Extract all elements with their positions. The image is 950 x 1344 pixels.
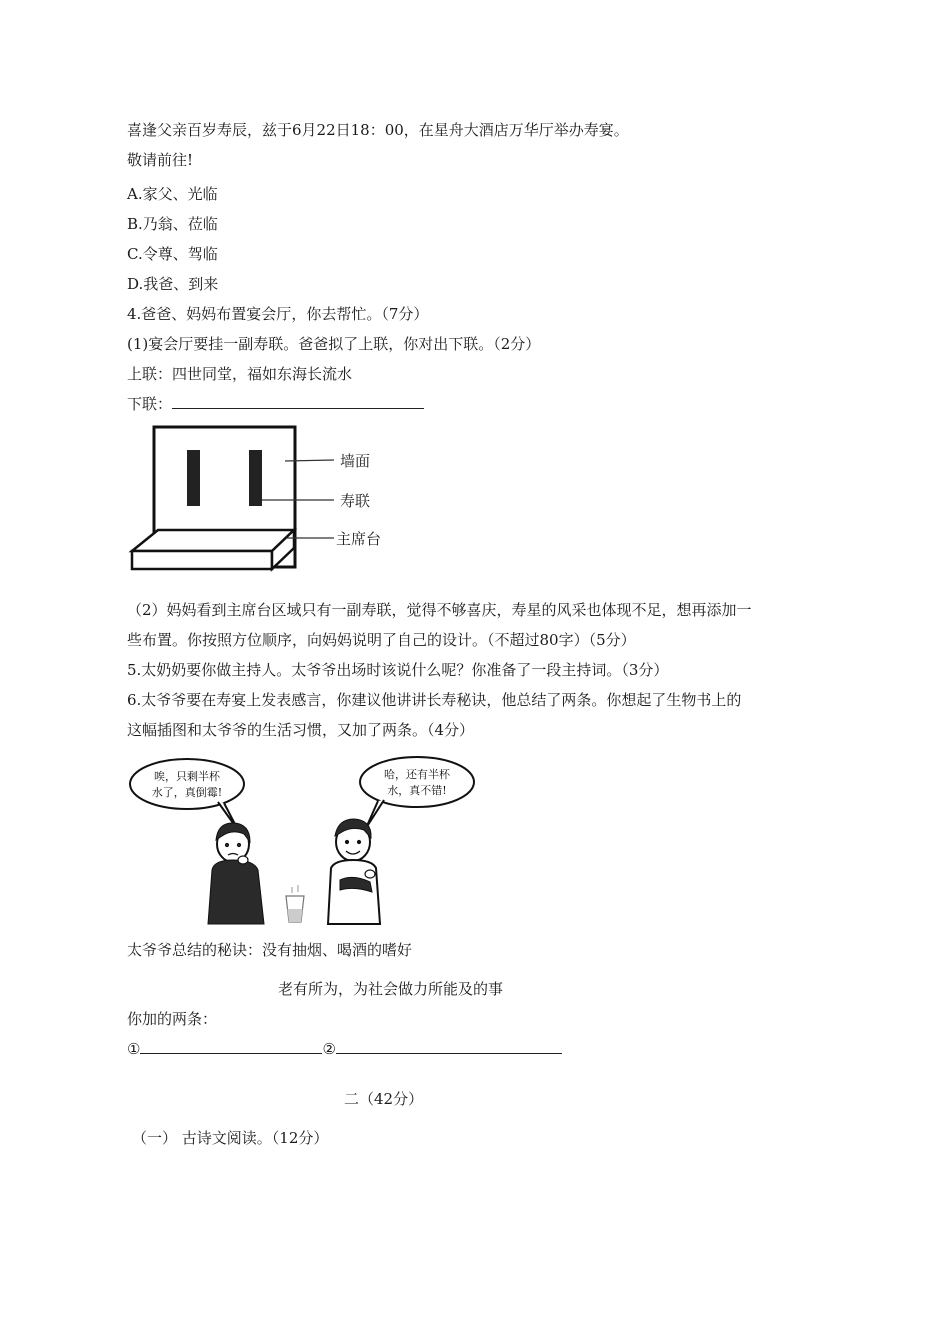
- invitation-line: 喜逢父亲百岁寿辰，兹于6月22日18：00，在星舟大酒店万华厅举办寿宴。: [127, 121, 629, 139]
- half-glass-cartoon: [126, 756, 486, 928]
- option-d: D.我爸、到来: [127, 275, 219, 293]
- option-a: A.家父、光临: [127, 185, 218, 203]
- bubble-left-line1: 唉，只剩半杯: [154, 770, 220, 783]
- lower-couplet-label: 下联：: [127, 395, 173, 413]
- bubble-right-line1: 哈，还有半杯: [384, 768, 450, 781]
- banquet-stage-diagram: [128, 424, 398, 576]
- upper-couplet: 上联：四世同堂，福如东海长流水: [127, 365, 353, 383]
- answer-line-1[interactable]: [140, 1039, 322, 1054]
- bubble-left-line2: 水了，真倒霉!: [151, 786, 223, 799]
- speech-bubble-left: [130, 759, 244, 809]
- stage-top: [132, 530, 294, 551]
- stage-front: [132, 551, 272, 569]
- question-5: 5.太奶奶要你做主持人。太爷爷出场时该说什么呢？你准备了一段主持词。（3分）: [127, 661, 669, 679]
- added-items-label: 你加的两条：: [127, 1010, 218, 1028]
- couplet-left: [187, 450, 200, 506]
- invitation-closing: 敬请前往!: [127, 151, 194, 169]
- answer-mark-1: ①: [127, 1040, 141, 1058]
- secret-line-2: 老有所为，为社会做力所能及的事: [278, 980, 504, 998]
- optimist-person: [328, 819, 380, 924]
- lower-couplet-row: [127, 394, 424, 414]
- answer-mark-2: ②: [322, 1040, 336, 1058]
- question-6-line1: 6.太爷爷要在寿宴上发表感言，你建议他讲讲长寿秘诀，他总结了两条。你想起了生物书上的: [127, 691, 742, 709]
- question-4-sub2-line2: 些布置。你按照方位顺序，向妈妈说明了自己的设计。（不超过80字）（5分）: [127, 631, 636, 649]
- added-items-answer-row: [127, 1039, 562, 1059]
- glass-icon: [286, 885, 304, 922]
- pessimist-person: [208, 823, 264, 924]
- section-2-title: 二（42分）: [344, 1090, 424, 1108]
- question-6-line2: 这幅插图和太爷爷的生活习惯，又加了两条。（4分）: [127, 721, 475, 739]
- question-4-title: 4.爸爸、妈妈布置宴会厅，你去帮忙。（7分）: [127, 305, 429, 323]
- question-4-sub1: (1)宴会厅要挂一副寿联。爸爸拟了上联，你对出下联。（2分）: [127, 335, 541, 353]
- question-4-sub2-line1: （2）妈妈看到主席台区域只有一副寿联，觉得不够喜庆，寿星的风采也体现不足，想再添加一: [127, 601, 752, 619]
- couplet-label: 寿联: [340, 492, 371, 510]
- option-b: B.乃翁、莅临: [127, 215, 218, 233]
- option-c: C.令尊、驾临: [127, 245, 218, 263]
- couplet-right: [249, 450, 262, 506]
- answer-line-2[interactable]: [336, 1039, 562, 1054]
- lower-couplet-answer-line[interactable]: [172, 394, 424, 409]
- wall-label: 墙面: [340, 452, 371, 470]
- stage-label: 主席台: [336, 530, 382, 548]
- part-1-title: （一） 古诗文阅读。（12分）: [132, 1129, 329, 1147]
- bubble-right-line2: 水，真不错!: [387, 784, 447, 797]
- secret-line-1: 太爷爷总结的秘诀：没有抽烟、喝酒的嗜好: [127, 941, 413, 959]
- speech-bubble-right: [360, 757, 474, 807]
